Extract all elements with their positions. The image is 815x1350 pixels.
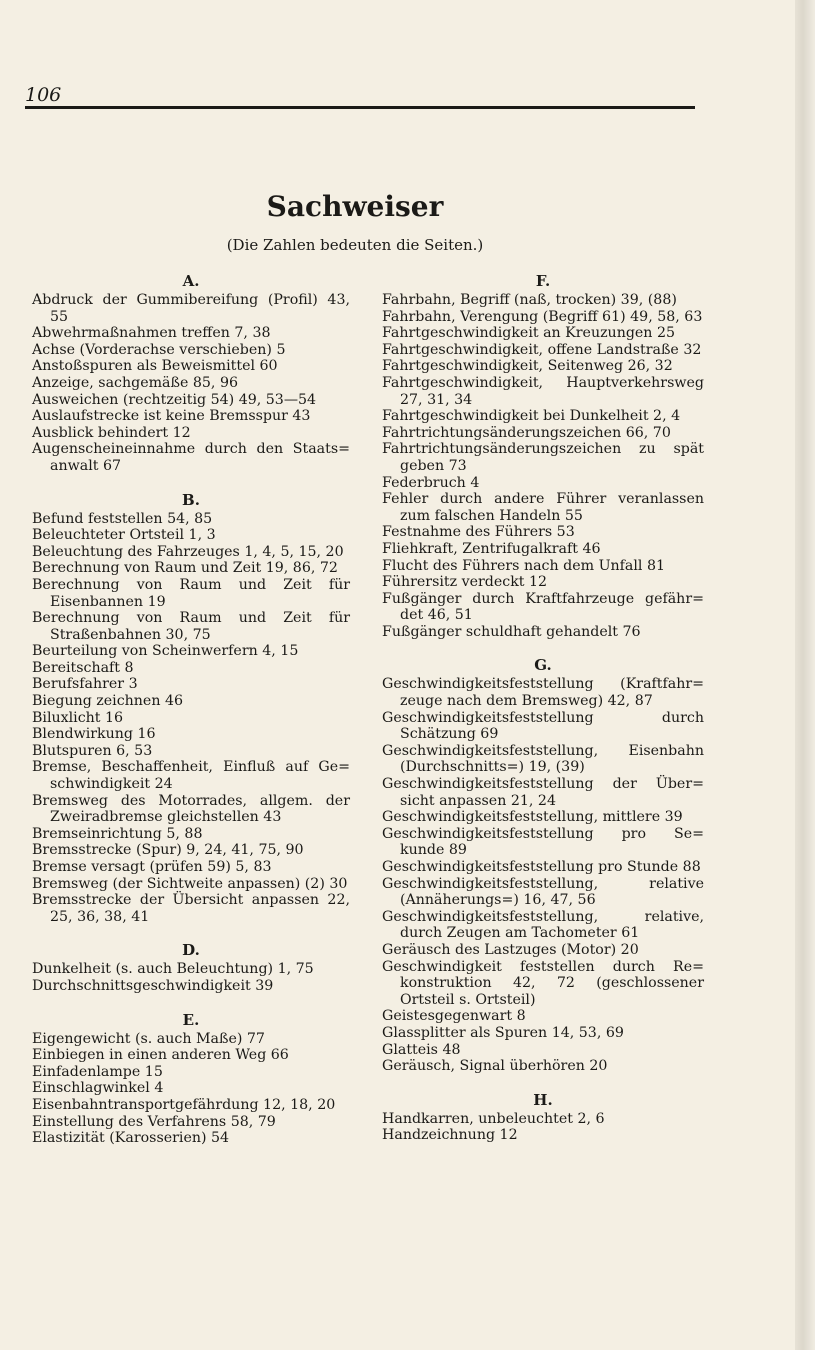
index-entry: Ausweichen (rechtzeitig 54) 49, 53—54 xyxy=(32,391,317,408)
section-letter: G. xyxy=(534,656,552,675)
index-entry: Einschlagwinkel 4 xyxy=(32,1080,164,1097)
index-entry: Berufsfahrer 3 xyxy=(32,676,138,693)
index-entry: Fahrbahn, Verengung (Begriff 61) 49, 58, 63 xyxy=(382,308,703,325)
index-entry: Glassplitter als Spuren 14, 53, 69 xyxy=(382,1024,624,1041)
index-title: Sachweiser xyxy=(266,190,444,223)
index-entry: Geräusch des Lastzuges (Motor) 20 xyxy=(382,941,639,958)
index-entry: Eisenbahntransportgefährdung 12, 18, 20 xyxy=(32,1096,336,1113)
index-entry: Geschwindigkeitsfeststellung durch Schätzung 69 xyxy=(382,709,704,743)
index-entry: Elastizität (Karosserien) 54 xyxy=(32,1130,230,1147)
section-letter: D. xyxy=(182,941,200,960)
index-entry: Abwehrmaßnahmen treffen 7, 38 xyxy=(32,325,271,342)
index-entry: Fahrtrichtungsänderungszeichen 66, 70 xyxy=(382,424,671,441)
index-entry: Geschwindigkeitsfeststellung pro Stunde 88 xyxy=(382,859,701,875)
left-column xyxy=(32,272,350,1163)
index-entry: Geschwindigkeitsfeststellung, Eisenbahn (Durchschnitts=) 19, (39) xyxy=(382,742,704,776)
index-entry: Bremseinrichtung 5, 88 xyxy=(32,825,203,842)
index-entry: Festnahme des Führers 53 xyxy=(382,524,575,541)
index-entry: Berechnung von Raum und Zeit für Straßenbahnen 30, 75 xyxy=(32,610,350,643)
page-edge xyxy=(795,0,815,1350)
section-letter: B. xyxy=(182,490,200,509)
index-entry: Blutspuren 6, 53 xyxy=(32,742,153,759)
index-entry: Geräusch, Signal überhören 20 xyxy=(382,1058,608,1075)
index-entry: Bremsweg (der Sichtweite anpassen) (2) 30 xyxy=(32,875,348,892)
index-entry: Geschwindigkeitsfeststellung der Über= sicht anpassen 21, 24 xyxy=(382,776,704,809)
index-entry: Geschwindigkeit feststellen durch Re= konstruktion 42, 72 (geschlossener Ortsteil s. Ortsteil) xyxy=(382,958,704,1008)
index-entry: Ausblick behindert 12 xyxy=(32,424,191,441)
index-entry: Durchschnittsgeschwindigkeit 39 xyxy=(32,977,274,994)
index-entry: Geistesgegenwart 8 xyxy=(382,1008,526,1025)
index-entry: Führersitz verdeckt 12 xyxy=(382,574,548,591)
index-section xyxy=(32,1011,350,1147)
index-entry: Bremse versagt (prüfen 59) 5, 83 xyxy=(32,859,272,875)
page-number: 106 xyxy=(25,84,62,106)
index-entry: Befund feststellen 54, 85 xyxy=(32,510,213,527)
index-entry: Federbruch 4 xyxy=(382,474,480,491)
index-entry: Bremsstrecke (Spur) 9, 24, 41, 75, 90 xyxy=(32,842,304,859)
index-entry: Bremse, Beschaffenheit, Einfluß auf Ge= schwindigkeit 24 xyxy=(32,759,350,793)
section-letter: F. xyxy=(535,272,551,290)
index-entry: Fahrtgeschwindigkeit, Seitenweg 26, 32 xyxy=(382,358,673,375)
index-entry: Augenscheineinnahme durch den Staats= anwalt 67 xyxy=(32,441,350,474)
index-entry: Geschwindigkeitsfeststellung, relative (Annäherungs=) 16, 47, 56 xyxy=(382,875,704,909)
index-entry: Fußgänger durch Kraftfahrzeuge gefähr= det 46, 51 xyxy=(382,590,704,624)
index-section xyxy=(382,656,704,1074)
index-entry: Beurteilung von Scheinwerfern 4, 15 xyxy=(32,643,299,660)
index-entry: Berechnung von Raum und Zeit für Eisenbannen 19 xyxy=(32,576,350,610)
index-entry: Fahrtgeschwindigkeit bei Dunkelheit 2, 4 xyxy=(382,408,681,425)
index-entry: Geschwindigkeitsfeststellung pro Se= kunde 89 xyxy=(382,825,704,859)
index-entry: Geschwindigkeitsfeststellung (Kraftfahr= zeuge nach dem Bremsweg) 42, 87 xyxy=(382,676,704,710)
index-entry: Biegung zeichnen 46 xyxy=(32,693,184,710)
index-entry: Einstellung des Verfahrens 58, 79 xyxy=(32,1113,276,1130)
index-entry: Bereitschaft 8 xyxy=(32,659,134,676)
header-rule xyxy=(25,106,695,109)
index-entry: Abdruck der Gummibereifung (Profil) 43, 55 xyxy=(32,292,350,325)
index-entry: Bremsstrecke der Übersicht anpassen 22, 25, 36, 38, 41 xyxy=(32,892,350,925)
index-entry: Fahrtgeschwindigkeit, Hauptverkehrsweg 27, 31, 34 xyxy=(382,374,704,408)
index-entry: Beleuchteter Ortsteil 1, 3 xyxy=(32,527,216,544)
index-entry: Fehler durch andere Führer veranlassen zum falschen Handeln 55 xyxy=(382,491,704,524)
index-entry: Berechnung von Raum und Zeit 19, 86, 72 xyxy=(32,560,338,577)
index-entry: Flucht des Führers nach dem Unfall 81 xyxy=(382,557,666,574)
index-entry: Einfadenlampe 15 xyxy=(32,1063,163,1080)
index-subtitle: (Die Zahlen bedeuten die Seiten.) xyxy=(226,236,484,254)
index-entry: Handzeichnung 12 xyxy=(382,1127,518,1144)
index-entry: Fliehkraft, Zentrifugalkraft 46 xyxy=(382,540,601,557)
index-entry: Geschwindigkeitsfeststellung, relative, durch Zeugen am Tachometer 61 xyxy=(382,908,704,942)
index-entry: Auslaufstrecke ist keine Bremsspur 43 xyxy=(32,408,311,425)
index-entry: Beleuchtung des Fahrzeuges 1, 4, 5, 15, 20 xyxy=(32,543,344,560)
index-entry: Eigengewicht (s. auch Maße) 77 xyxy=(32,1030,265,1047)
index-entry: Handkarren, unbeleuchtet 2, 6 xyxy=(382,1110,605,1127)
index-section xyxy=(382,1091,704,1144)
section-letter: H. xyxy=(533,1090,553,1109)
index-entry: Bremsweg des Motorrades, allgem. der Zweiradbremse gleichstellen 43 xyxy=(32,792,350,826)
index-section xyxy=(382,272,704,640)
index-entry: Anzeige, sachgemäße 85, 96 xyxy=(32,374,239,391)
index-entry: Dunkelheit (s. auch Beleuchtung) 1, 75 xyxy=(32,961,314,978)
index-section xyxy=(32,491,350,926)
index-entry: Biluxlicht 16 xyxy=(32,709,124,726)
index-section xyxy=(32,272,350,475)
index-entry: Achse (Vorderachse verschieben) 5 xyxy=(32,341,286,358)
index-entry: Fahrtgeschwindigkeit an Kreuzungen 25 xyxy=(382,325,676,342)
right-column xyxy=(382,272,704,1160)
section-letter: E. xyxy=(182,1010,200,1029)
index-entry: Fußgänger schuldhaft gehandelt 76 xyxy=(382,623,641,640)
index-entry: Einbiegen in einen anderen Weg 66 xyxy=(32,1047,289,1064)
index-entry: Geschwindigkeitsfeststellung, mittlere 39 xyxy=(382,809,683,826)
section-letter: A. xyxy=(182,272,200,290)
index-entry: Glatteis 48 xyxy=(382,1041,461,1058)
index-entry: Anstoßspuren als Beweismittel 60 xyxy=(32,358,278,375)
index-entry: Blendwirkung 16 xyxy=(32,726,156,743)
index-entry: Fahrtrichtungsänderungszeichen zu spät geben 73 xyxy=(382,441,704,474)
index-entry: Fahrtgeschwindigkeit, offene Landstraße 32 xyxy=(382,341,702,358)
index-section xyxy=(32,941,350,994)
index-entry: Fahrbahn, Begriff (naß, trocken) 39, (88) xyxy=(382,292,677,308)
